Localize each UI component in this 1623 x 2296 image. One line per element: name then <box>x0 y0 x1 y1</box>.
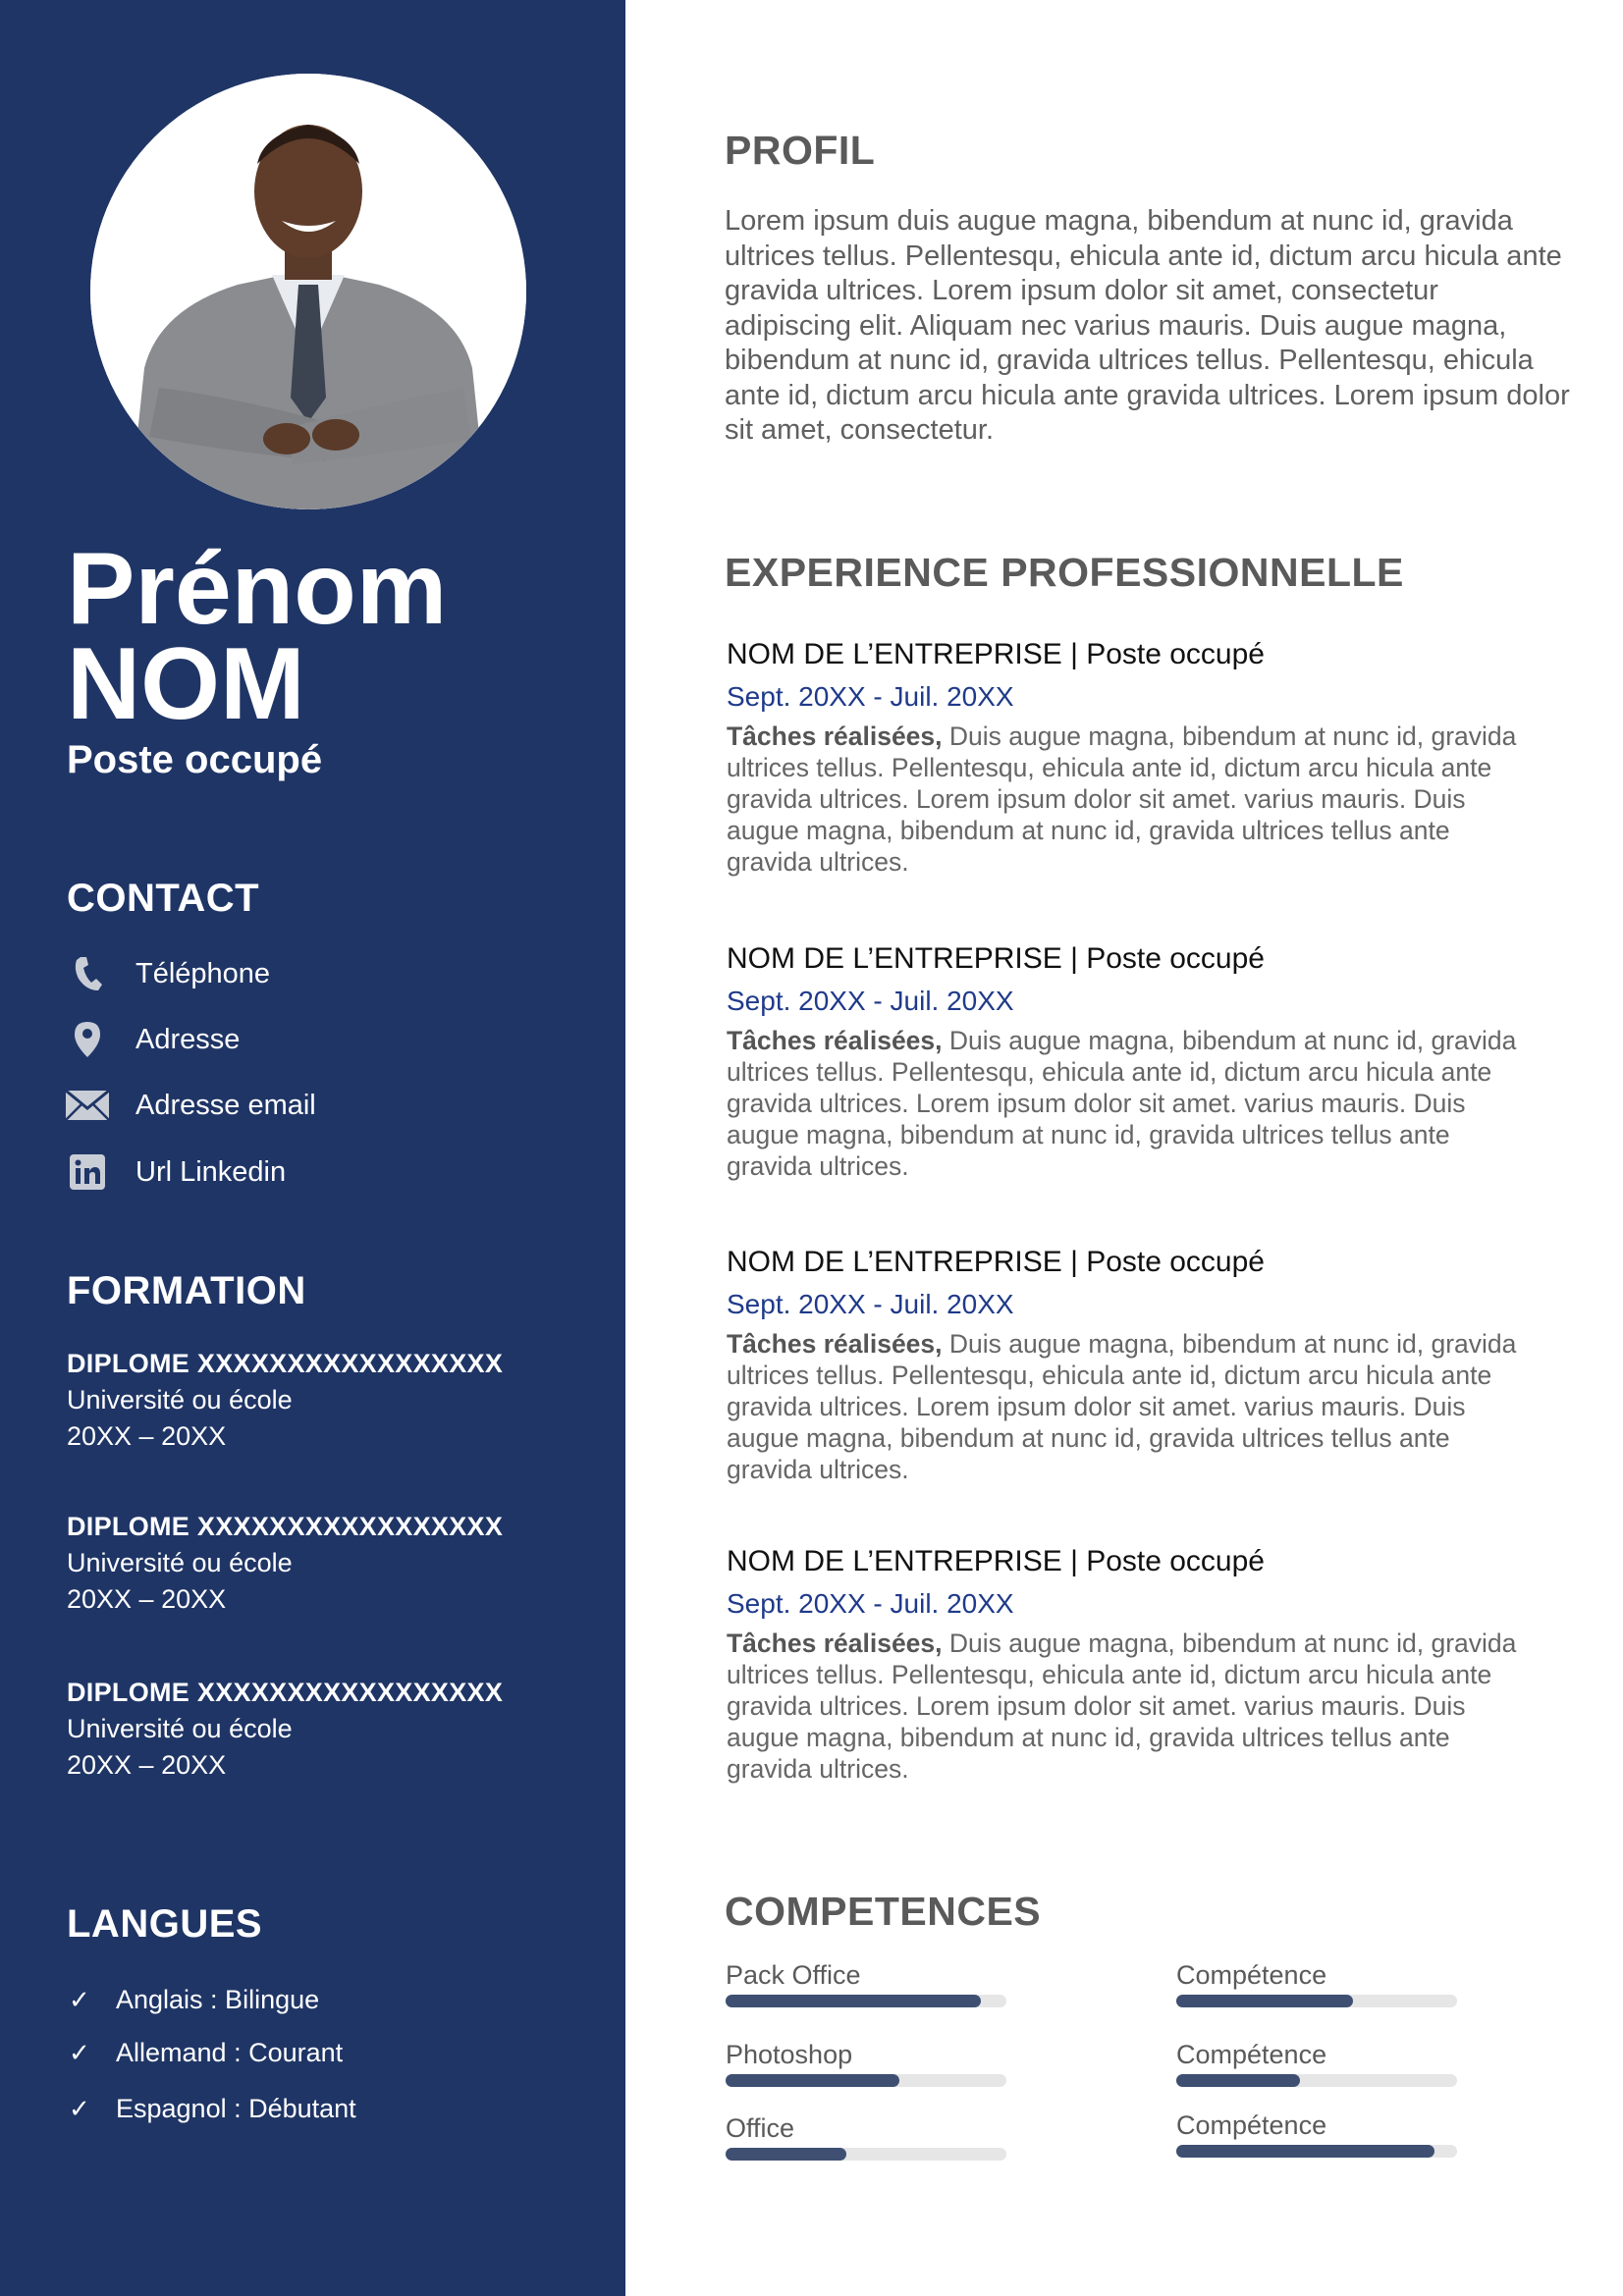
contact-heading: CONTACT <box>67 877 260 920</box>
skill-label: Photoshop <box>726 2040 853 2069</box>
experience-item <box>727 1246 1542 1485</box>
language-label: Allemand : Courant <box>116 2038 344 2067</box>
contact-email[interactable] <box>65 1084 316 1127</box>
experience-dates: Sept. 20XX - Juil. 20XX <box>727 1588 1014 1619</box>
contact-address[interactable] <box>65 1018 241 1061</box>
phone-icon <box>65 954 110 993</box>
tasks-label: Tâches réalisées, <box>727 1026 943 1055</box>
check-icon: ✓ <box>69 1985 90 2014</box>
experience-description <box>727 1025 1542 1182</box>
formation-heading: FORMATION <box>67 1269 306 1312</box>
experience-dates: Sept. 20XX - Juil. 20XX <box>727 1289 1014 1319</box>
person-photo-icon <box>90 74 526 509</box>
first-name: Prénom <box>67 532 448 646</box>
formation-item <box>67 1512 503 1615</box>
skill-item <box>726 2113 1006 2161</box>
experience-description <box>727 1628 1542 1785</box>
experience-header: NOM DE L’ENTREPRISE | Poste occupé <box>727 638 1265 670</box>
experience-description <box>727 1328 1542 1485</box>
experience-header: NOM DE L’ENTREPRISE | Poste occupé <box>727 1545 1265 1577</box>
skill-bar-fill <box>1176 2145 1434 2158</box>
skill-bar-fill <box>726 2074 899 2087</box>
tasks-label: Tâches réalisées, <box>727 721 943 751</box>
skill-bar-fill <box>1176 2074 1300 2087</box>
location-pin-icon <box>65 1020 110 1059</box>
tasks-text: Duis augue magna, bibendum at nunc id, gravida ultrices tellus. Pellentesqu, ehicula ante id, dictum arcu hicula ante gravida ultrices. Lorem ipsum dolor sit amet. varius mauris. Duis augue magna, bibendum at nunc id, gravida ultrices tellus ante gravida ultrices. <box>727 1026 1517 1181</box>
formation-diploma: DIPLOME XXXXXXXXXXXXXXXXX <box>67 1512 504 1541</box>
skill-label: Compétence <box>1176 1960 1327 1990</box>
skill-item <box>1176 2110 1457 2158</box>
skill-bar-fill <box>726 1995 981 2007</box>
mail-icon <box>65 1086 110 1125</box>
skill-bar-fill <box>1176 1995 1353 2007</box>
language-item <box>69 2094 356 2124</box>
contact-linkedin-label: Url Linkedin <box>135 1155 287 1188</box>
skill-item <box>726 2040 1006 2087</box>
profil-heading: PROFIL <box>725 128 876 173</box>
language-item <box>69 1985 319 2015</box>
langues-heading: LANGUES <box>67 1902 263 1946</box>
skill-label: Pack Office <box>726 1960 861 1990</box>
skill-label: Office <box>726 2113 795 2143</box>
experience-item <box>727 1545 1542 1785</box>
formation-years: 20XX – 20XX <box>67 1584 227 1614</box>
tasks-text: Duis augue magna, bibendum at nunc id, gravida ultrices tellus. Pellentesqu, ehicula ante id, dictum arcu hicula ante gravida ultrices. Lorem ipsum dolor sit amet. varius mauris. Duis augue magna, bibendum at nunc id, gravida ultrices tellus ante gravida ultrices. <box>727 1629 1517 1784</box>
formation-years: 20XX – 20XX <box>67 1750 227 1780</box>
skill-label: Compétence <box>1176 2040 1327 2069</box>
competences-heading: COMPETENCES <box>725 1889 1042 1934</box>
experience-item <box>727 942 1542 1182</box>
language-label: Anglais : Bilingue <box>116 1985 320 2014</box>
skill-item <box>726 1960 1006 2007</box>
tasks-label: Tâches réalisées, <box>727 1629 943 1658</box>
tasks-text: Duis augue magna, bibendum at nunc id, gravida ultrices tellus. Pellentesqu, ehicula ante id, dictum arcu hicula ante gravida ultrices. Lorem ipsum dolor sit amet. varius mauris. Duis augue magna, bibendum at nunc id, gravida ultrices tellus ante gravida ultrices. <box>727 1329 1517 1484</box>
skill-bar-track <box>1176 1995 1457 2007</box>
skill-bar-track <box>1176 2074 1457 2087</box>
skill-item <box>1176 1960 1457 2007</box>
profile-photo <box>90 74 526 509</box>
formation-diploma: DIPLOME XXXXXXXXXXXXXXXXX <box>67 1349 504 1378</box>
experience-header: NOM DE L’ENTREPRISE | Poste occupé <box>727 942 1265 975</box>
skill-bar-track <box>726 1995 1006 2007</box>
experience-heading: EXPERIENCE PROFESSIONNELLE <box>725 550 1404 595</box>
experience-header: NOM DE L’ENTREPRISE | Poste occupé <box>727 1246 1265 1278</box>
experience-dates: Sept. 20XX - Juil. 20XX <box>727 681 1014 712</box>
tasks-label: Tâches réalisées, <box>727 1329 943 1359</box>
tasks-text: Duis augue magna, bibendum at nunc id, gravida ultrices tellus. Pellentesqu, ehicula ante id, dictum arcu hicula ante gravida ultrices. Lorem ipsum dolor sit amet. varius mauris. Duis augue magna, bibendum at nunc id, gravida ultrices tellus ante gravida ultrices. <box>727 721 1517 877</box>
skill-item <box>1176 2040 1457 2087</box>
skill-label: Compétence <box>1176 2110 1327 2140</box>
formation-school: Université ou école <box>67 1385 293 1415</box>
experience-dates: Sept. 20XX - Juil. 20XX <box>727 986 1014 1016</box>
formation-item <box>67 1349 503 1452</box>
check-icon: ✓ <box>69 2094 90 2123</box>
skill-bar-fill <box>726 2148 846 2161</box>
formation-years: 20XX – 20XX <box>67 1421 227 1451</box>
profil-text: Lorem ipsum duis augue magna, bibendum at nunc id, gravida ultrices tellus. Pellentesqu, ehicula ante id, dictum arcu hicula ante gravida ultrices. Lorem ipsum dolor sit amet, consectetur adipiscing elit. Aliquam nec varius mauris. Duis augue magna, bibendum at nunc id, gravida ultrices tellus. Pellentesqu, ehicula ante id, dictum arcu hicula ante gravida ultrices. Lorem ipsum dolor sit amet, consectetur. <box>725 205 1570 446</box>
skill-bar-track <box>726 2074 1006 2087</box>
formation-school: Université ou école <box>67 1548 293 1577</box>
last-name: NOM <box>67 627 305 741</box>
contact-phone[interactable] <box>65 952 271 995</box>
contact-address-label: Adresse <box>135 1023 241 1055</box>
language-item <box>69 2038 343 2068</box>
skill-bar-track <box>726 2148 1006 2161</box>
contact-email-label: Adresse email <box>135 1089 316 1121</box>
experience-description <box>727 721 1542 878</box>
language-label: Espagnol : Débutant <box>116 2094 356 2123</box>
contact-phone-label: Téléphone <box>135 957 271 989</box>
experience-item <box>727 638 1542 878</box>
job-title: Poste occupé <box>67 738 323 781</box>
formation-school: Université ou école <box>67 1714 293 1743</box>
sidebar <box>0 0 625 2296</box>
contact-linkedin[interactable] <box>65 1150 287 1194</box>
check-icon: ✓ <box>69 2038 90 2067</box>
formation-item <box>67 1678 503 1781</box>
skill-bar-track <box>1176 2145 1457 2158</box>
linkedin-icon <box>65 1152 110 1192</box>
formation-diploma: DIPLOME XXXXXXXXXXXXXXXXX <box>67 1678 504 1707</box>
